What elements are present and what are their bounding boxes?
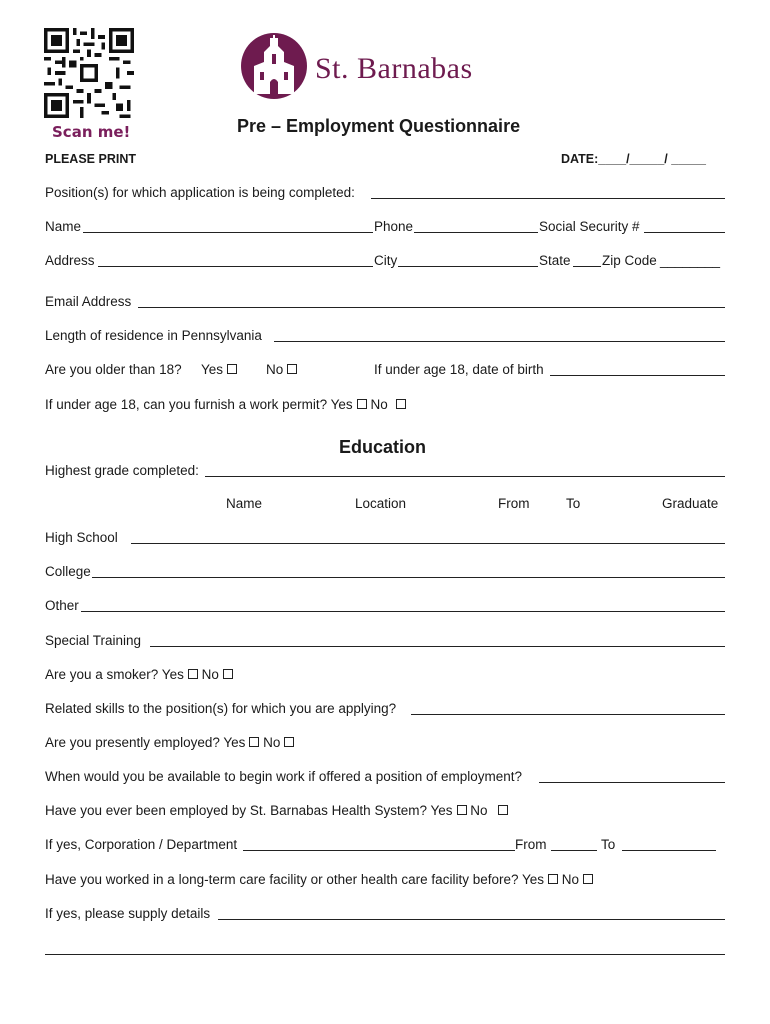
zip-label: Zip Code xyxy=(602,253,657,268)
positions-label: Position(s) for which application is being completed: xyxy=(45,185,355,200)
name-label: Name xyxy=(45,219,82,234)
phone-label: Phone xyxy=(374,219,414,234)
city-field[interactable] xyxy=(398,266,538,267)
other-label: Other xyxy=(45,598,79,613)
please-print-label: PLEASE PRINT xyxy=(45,152,136,166)
corp-dept-field[interactable] xyxy=(243,850,515,851)
form-title: Pre – Employment Questionnaire xyxy=(237,116,521,136)
permit-yes-checkbox[interactable] xyxy=(357,399,367,409)
available-label: When would you be available to begin work if offered a position of employment? xyxy=(45,769,523,784)
ltc-no-checkbox[interactable] xyxy=(583,874,593,884)
no-checkbox[interactable] xyxy=(287,364,297,374)
qr-code xyxy=(44,28,134,118)
available-field[interactable] xyxy=(539,782,725,783)
older-than-18-label: Are you older than 18? xyxy=(45,362,182,377)
no-label: No xyxy=(266,362,284,377)
work-permit-question xyxy=(45,397,406,412)
email-label: Email Address xyxy=(45,294,132,309)
special-training-label: Special Training xyxy=(45,633,142,648)
highest-grade-field[interactable] xyxy=(205,476,725,477)
city-label: City xyxy=(374,253,398,268)
column-header-from: From xyxy=(498,496,530,511)
skills-label: Related skills to the position(s) for which you are applying? xyxy=(45,701,397,716)
college-field[interactable] xyxy=(92,577,725,578)
column-header-location: Location xyxy=(355,496,407,511)
college-label: College xyxy=(45,564,91,579)
smoker-no-label: No xyxy=(201,667,219,682)
residence-label: Length of residence in Pennsylvania xyxy=(45,328,262,343)
corp-to-field[interactable] xyxy=(622,850,716,851)
residence-field[interactable] xyxy=(274,341,725,342)
details-field[interactable] xyxy=(218,919,725,920)
name-field[interactable] xyxy=(83,232,373,233)
sb-employed-no-label: No xyxy=(470,803,488,818)
smoker-label: Are you a smoker? Yes xyxy=(45,667,184,682)
sb-employed-no-checkbox[interactable] xyxy=(498,805,508,815)
smoker-yes-checkbox[interactable] xyxy=(188,669,198,679)
column-header-graduate: Graduate xyxy=(662,496,719,511)
employed-question xyxy=(45,735,294,750)
skills-field[interactable] xyxy=(411,714,725,715)
date-field[interactable]: DATE:____/_____/ _____ xyxy=(561,152,707,166)
employed-no-label: No xyxy=(263,735,281,750)
sb-employed-yes-checkbox[interactable] xyxy=(457,805,467,815)
ssn-label: Social Security # xyxy=(539,219,640,234)
permit-no-label: No xyxy=(370,397,388,412)
address-label: Address xyxy=(45,253,95,268)
employed-label: Are you presently employed? Yes xyxy=(45,735,246,750)
work-permit-label: If under age 18, can you furnish a work permit? Yes xyxy=(45,397,353,412)
employed-no-checkbox[interactable] xyxy=(284,737,294,747)
positions-field[interactable] xyxy=(371,198,725,199)
column-header-to: To xyxy=(566,496,581,511)
sb-employed-label: Have you ever been employed by St. Barnabas Health System? Yes xyxy=(45,803,453,818)
smoker-question xyxy=(45,667,233,682)
other-field[interactable] xyxy=(81,611,725,612)
older-no-option[interactable] xyxy=(266,362,297,377)
scan-me-label: Scan me! xyxy=(52,123,131,141)
dob-label: If under age 18, date of birth xyxy=(374,362,544,377)
address-field[interactable] xyxy=(98,266,373,267)
column-header-name: Name xyxy=(226,496,263,511)
phone-field[interactable] xyxy=(414,232,538,233)
highest-grade-label: Highest grade completed: xyxy=(45,463,199,478)
dob-field[interactable] xyxy=(550,375,725,376)
ltc-no-label: No xyxy=(561,872,580,887)
brand-name xyxy=(315,52,473,86)
corp-from-field[interactable] xyxy=(551,850,597,851)
high-school-field[interactable] xyxy=(131,543,725,544)
corp-dept-label: If yes, Corporation / Department xyxy=(45,837,238,852)
corp-to-label: To xyxy=(601,837,616,852)
ltc-question xyxy=(45,872,593,887)
high-school-label: High School xyxy=(45,530,118,545)
email-field[interactable] xyxy=(138,307,725,308)
state-label: State xyxy=(539,253,571,268)
employed-yes-checkbox[interactable] xyxy=(249,737,259,747)
ssn-field[interactable] xyxy=(644,232,725,233)
education-heading: Education xyxy=(339,437,427,457)
details-field-line-2[interactable] xyxy=(45,954,725,955)
special-training-field[interactable] xyxy=(150,646,725,647)
state-field[interactable] xyxy=(573,266,601,267)
brand-logo-icon xyxy=(240,32,308,100)
corp-from-label: From xyxy=(515,837,547,852)
yes-checkbox[interactable] xyxy=(227,364,237,374)
sb-employed-question xyxy=(45,803,508,818)
zip-field[interactable]: ________ xyxy=(660,253,721,268)
ltc-yes-checkbox[interactable] xyxy=(548,874,558,884)
yes-label: Yes xyxy=(201,362,224,377)
brand-name-text: St. Barnabas xyxy=(315,52,473,85)
details-label: If yes, please supply details xyxy=(45,906,211,921)
ltc-label: Have you worked in a long-term care facility or other health care facility before? Yes xyxy=(45,872,545,887)
permit-no-checkbox[interactable] xyxy=(396,399,406,409)
older-yes-option[interactable] xyxy=(201,362,237,377)
smoker-no-checkbox[interactable] xyxy=(223,669,233,679)
